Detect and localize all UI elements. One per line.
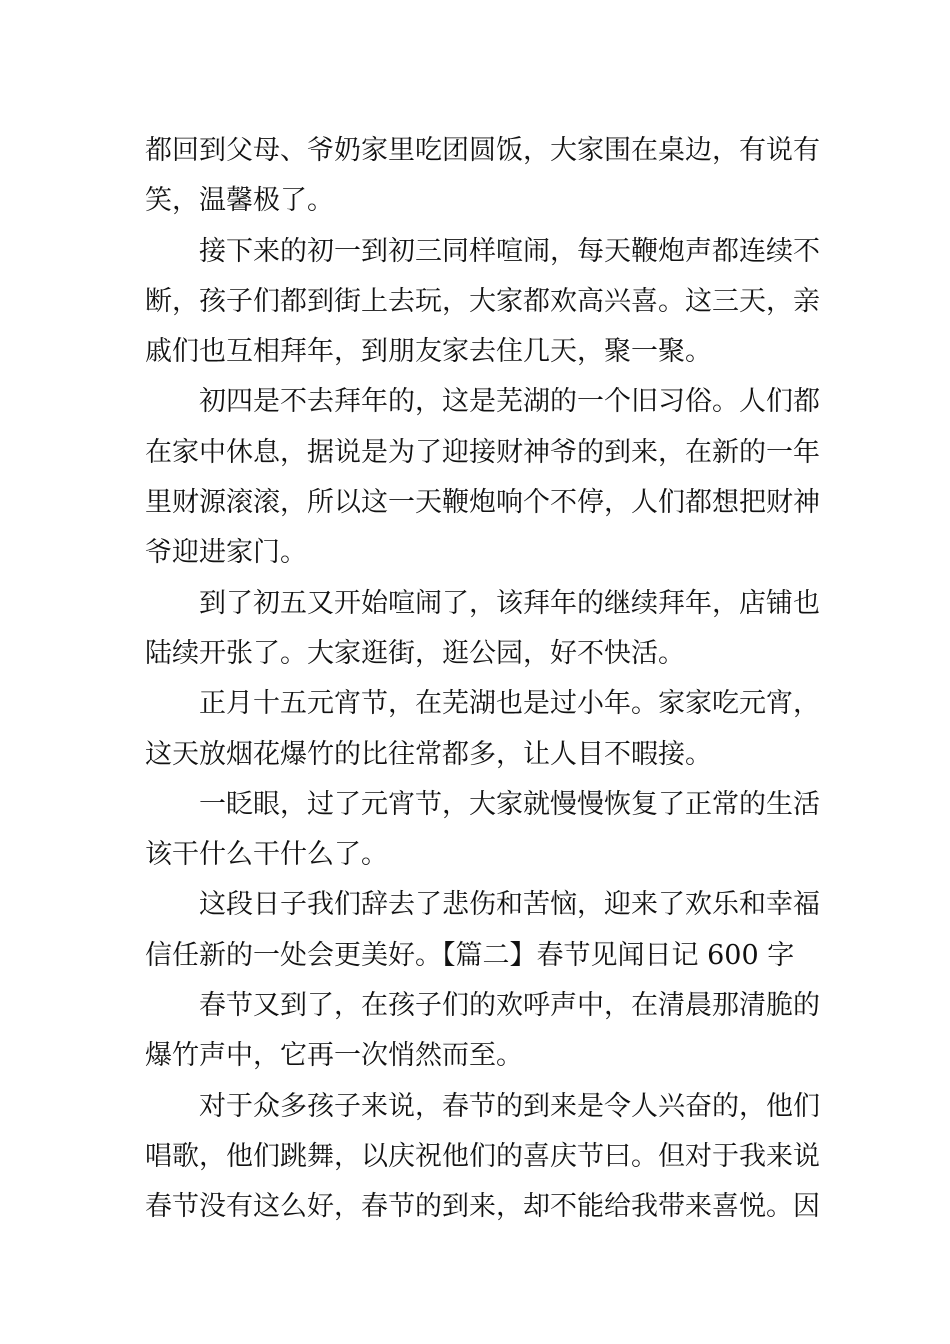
- paragraph-first-line: 一眨眼，过了元宵节，大家就慢慢恢复了正常的生活: [199, 788, 820, 820]
- paragraph-line: 爆竹声中，它再一次悄然而至。: [145, 1040, 523, 1072]
- paragraph-first-line: 春节又到了，在孩子们的欢呼声中，在清晨那清脆的: [199, 990, 820, 1022]
- paragraph-line: 在家中休息，据说是为了迎接财神爷的到来，在新的一年: [145, 436, 820, 468]
- paragraph-line: 信任新的一处会更美好。【篇二】春节见闻日记 600 字: [145, 939, 795, 971]
- paragraph-line: 唱歌，他们跳舞，以庆祝他们的喜庆节曰。但对于我来说: [145, 1140, 820, 1172]
- paragraph-line: 断，孩子们都到街上去玩，大家都欢高兴喜。这三天，亲: [145, 285, 820, 317]
- paragraph-line: 笑，温馨极了。: [145, 185, 334, 217]
- paragraph-first-line: 正月十五元宵节，在芜湖也是过小年。家家吃元宵，: [199, 688, 820, 720]
- paragraph-line: 该干什么干什么了。: [145, 839, 388, 871]
- paragraph-line: 这天放烟花爆竹的比往常都多，让人目不暇接。: [145, 738, 712, 770]
- paragraph-first-line: 接下来的初一到初三同样喧闹，每天鞭炮声都连续不: [199, 235, 820, 267]
- paragraph-first-line: 这段日子我们辞去了悲伤和苦恼，迎来了欢乐和幸福: [199, 889, 820, 921]
- paragraph-line: 春节没有这么好，春节的到来，却不能给我带来喜悦。因: [145, 1191, 820, 1223]
- paragraph-line: 戚们也互相拜年，到朋友家去住几天，聚一聚。: [145, 336, 712, 368]
- paragraph-first-line: 到了初五又开始喧闹了，该拜年的继续拜年，店铺也: [199, 587, 820, 619]
- document-body: [145, 126, 820, 1233]
- paragraph-line: 爷迎进家门。: [145, 537, 307, 569]
- paragraph-first-line: 对于众多孩子来说，春节的到来是令人兴奋的，他们: [199, 1090, 820, 1122]
- paragraph-line: 陆续开张了。大家逛街，逛公园，好不快活。: [145, 637, 685, 669]
- paragraph-line: 里财源滚滚，所以这一天鞭炮响个不停，人们都想把财神: [145, 487, 820, 519]
- paragraph-line: 都回到父母、爷奶家里吃团圆饭，大家围在桌边，有说有: [145, 135, 820, 166]
- paragraph-first-line: 初四是不去拜年的，这是芜湖的一个旧习俗。人们都: [199, 386, 820, 418]
